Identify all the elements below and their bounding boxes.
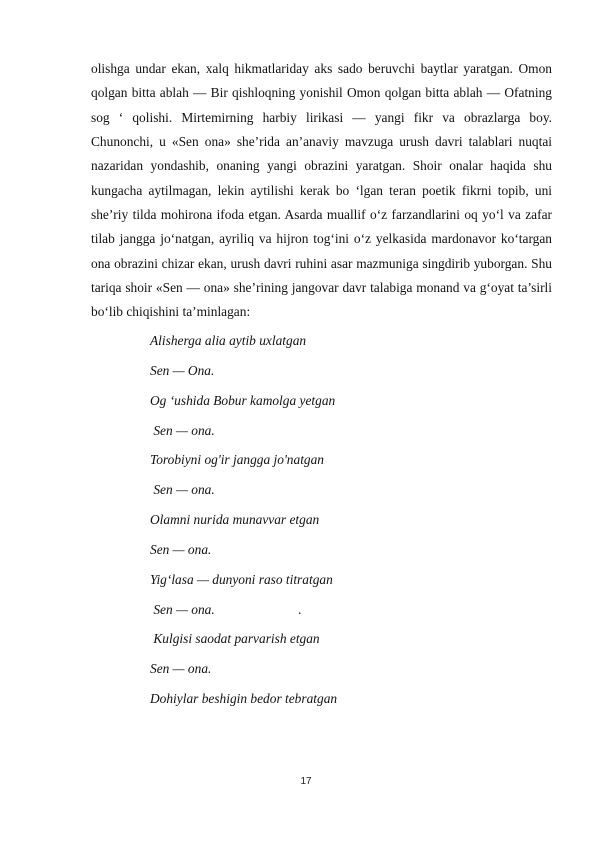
poem-line: Og ‘ushida Bobur kamolga yetgan xyxy=(150,392,336,408)
poem-line: Sen — ona. . xyxy=(150,601,302,617)
poem-stanza xyxy=(150,333,490,721)
poem-line: Torobiyni og'ir jangga jo'natgan xyxy=(150,452,324,468)
poem-line: Sen — ona. xyxy=(150,541,212,557)
poem-line: Alisherga alia aytib uxlatgan xyxy=(150,333,307,348)
body-paragraph: olishga undar ekan, xalq hikmatlariday aks sado beruvchi baytlar yaratgan. Omon qolgan bitta ablah — Bir qishloqning yonishil Omon qolgan bitta ablah — Ofatning sog ‘ qolishi. Mirtemirning harbiy lirikasi — yangi fikr va obrazlarga boy. Chunonchi, u «Sen ona» she’rida an’anaviy mavzuga urush davri talablari nuqtai nazaridan yondashib, onaning yangi obrazini yaratgan. Shoir onalar haqida shu kungacha aytilmagan, lekin aytilishi kerak bo ‘lgan teran poetik fikrni topib, uni she’riy tilda mohirona ifoda etgan. Asarda muallif o‘z farzandlarini oq yo‘l va zafar tilab jangga jo‘natgan, ayriliq va hijron tog‘ini o‘z yelkasida mardonavor ko‘targan ona obrazini chizar ekan, urush davri ruhini asar mazmuniga singdirib yuborgan. Shu tariqa shoir «Sen — ona» she’rining jangovar davr talabiga monand va g‘oyat ta’sirli bo‘lib chiqishini ta’minlagan: xyxy=(91,61,552,320)
poem-line: Yig‘lasa — dunyoni raso titratgan xyxy=(150,571,333,587)
poem-line: Sen — ona. xyxy=(150,661,212,677)
poem-line: Sen — Ona. xyxy=(150,362,215,378)
poem-line: Sen — ona. xyxy=(150,482,215,498)
poem-line: Kulgisi saodat parvarish etgan xyxy=(150,631,320,647)
poem-line: Dohiylar beshigin bedor tebratgan xyxy=(150,691,338,707)
poem-line: Olamni nurida munavvar etgan xyxy=(150,512,320,528)
page-number: 17 xyxy=(300,776,312,787)
poem-line: Sen — ona. xyxy=(150,422,215,438)
